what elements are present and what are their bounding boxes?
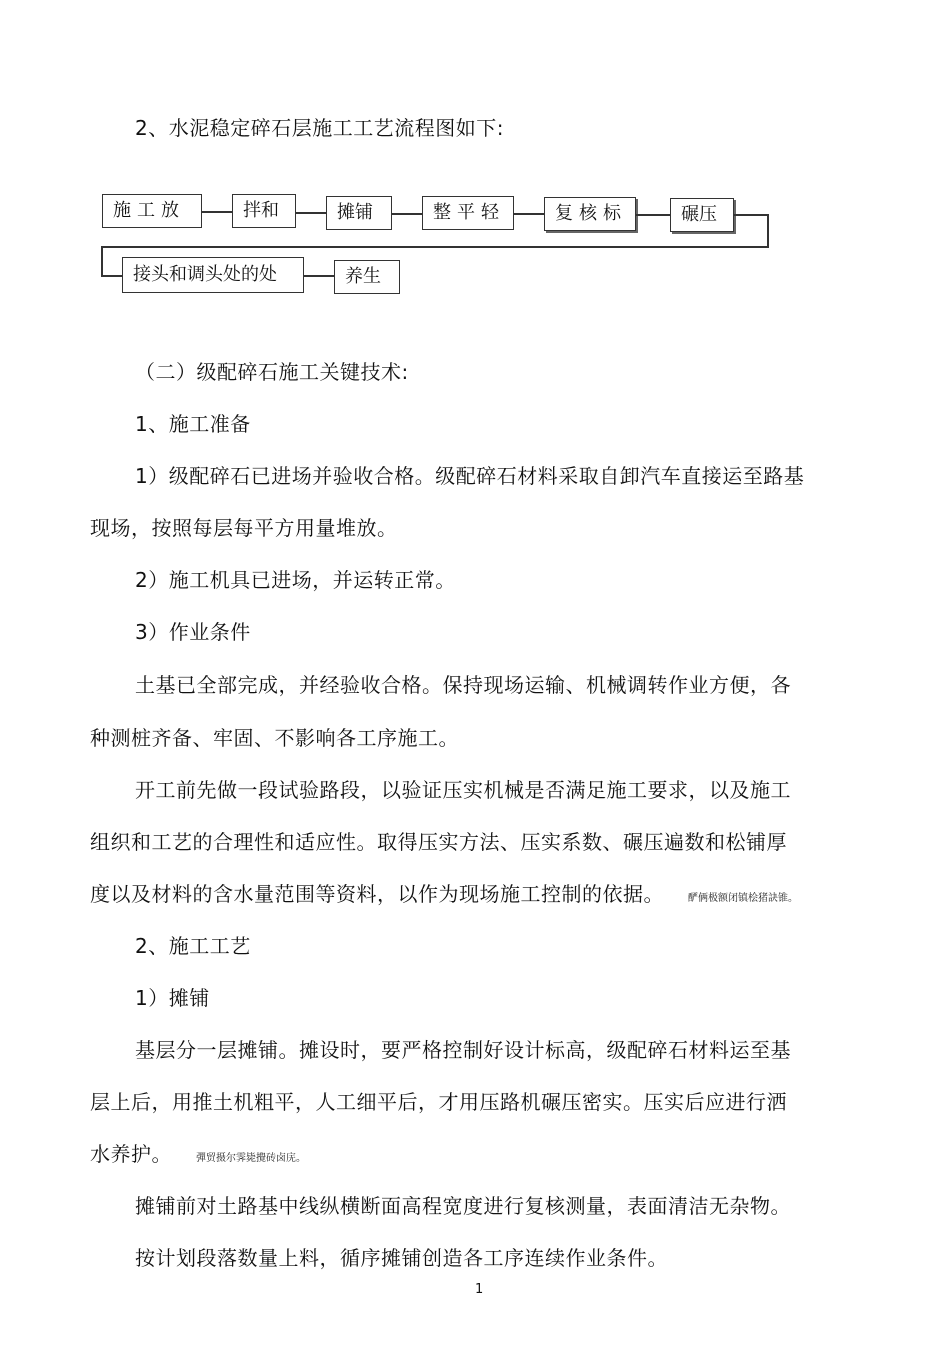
paragraph-line: 摊铺前对土路基中线纵横断面高程宽度进行复核测量，表面清洁无杂物。: [135, 1194, 791, 1218]
paragraph-line: 层上后，用推土机粗平，人工细平后，才用压路机碾压密实。压实后应进行洒: [90, 1090, 787, 1114]
section-heading: （二）级配碎石施工关键技术:: [135, 360, 409, 384]
flow-connector: [734, 214, 768, 216]
flow-box-7: 接头和调头处的处: [122, 257, 304, 293]
garbled-note: 酽俩极额闭镇桧猪訣锥。: [688, 893, 798, 904]
paragraph-line: 组织和工艺的合理性和适应性。取得压实方法、压实系数、碾压遍数和松铺厚: [90, 830, 787, 854]
flow-connector: [101, 275, 123, 277]
paragraph-line: 种测桩齐备、牢固、不影响各工序施工。: [90, 726, 459, 750]
paragraph-line: 1）级配碎石已进场并验收合格。级配碎石材料采取自卸汽车直接运至路基: [135, 464, 805, 488]
flow-box-4: 整平轻: [422, 196, 514, 230]
flow-connector: [296, 212, 326, 214]
paragraph-line: 2）施工机具已进场，并运转正常。: [135, 568, 456, 592]
flow-box-1: 施工放: [102, 194, 202, 228]
flow-box-8: 养生: [334, 260, 400, 294]
flow-connector: [514, 213, 544, 215]
flow-connector: [101, 246, 769, 248]
flow-connector: [392, 213, 422, 215]
paragraph-line: 按计划段落数量上料，循序摊铺创造各工序连续作业条件。: [135, 1246, 668, 1270]
flow-connector: [304, 275, 334, 277]
paragraph-line: 土基已全部完成，并经验收合格。保持现场运输、机械调转作业方便，各: [135, 673, 791, 697]
flow-connector: [636, 214, 670, 216]
paragraph-text: 度以及材料的含水量范围等资料，以作为现场施工控制的依据。: [90, 882, 664, 906]
subheading: 1、施工准备: [135, 412, 251, 436]
page-number: 1: [475, 1282, 484, 1297]
paragraph-line: [90, 1142, 306, 1166]
flow-connector: [101, 246, 103, 276]
subheading: 2、施工工艺: [135, 934, 251, 958]
flow-heading: 2、水泥稳定碎石层施工工艺流程图如下:: [135, 116, 504, 140]
paragraph-line: 现场，按照每层每平方用量堆放。: [90, 516, 398, 540]
flow-connector: [767, 214, 769, 247]
flow-box-5: 复核标: [544, 197, 636, 231]
flow-connector: [202, 211, 232, 213]
paragraph-line: 基层分一层摊铺。摊设时，要严格控制好设计标高，级配碎石材料运至基: [135, 1038, 791, 1062]
paragraph-line: [90, 882, 798, 906]
flow-box-6: 碾压: [670, 198, 734, 232]
garbled-note: 彈贸摄尔霁毙攪砖卤庑。: [196, 1153, 306, 1164]
paragraph-line: 3）作业条件: [135, 620, 251, 644]
paragraph-line: 开工前先做一段试验路段，以验证压实机械是否满足施工要求，以及施工: [135, 778, 791, 802]
flow-box-3: 摊铺: [326, 196, 392, 230]
flow-box-2: 拌和: [232, 194, 296, 228]
subheading: 1）摊铺: [135, 986, 210, 1010]
paragraph-text: 水养护。: [90, 1142, 172, 1166]
